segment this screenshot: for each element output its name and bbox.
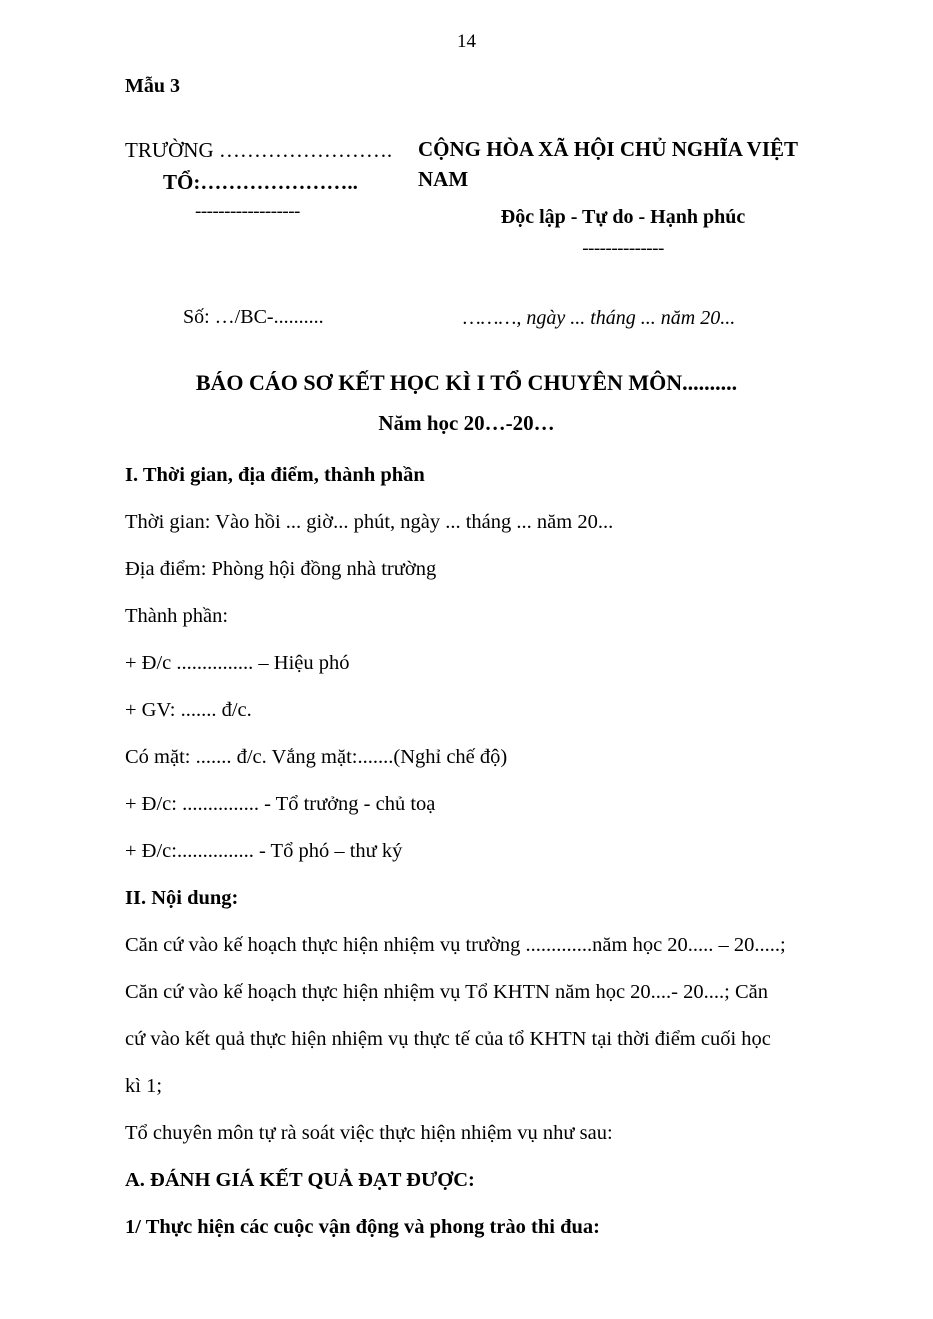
section-2-heading: II. Nội dung: xyxy=(125,887,239,909)
header-left-block xyxy=(125,135,455,221)
document-title: BÁO CÁO SƠ KẾT HỌC KÌ I TỔ CHUYÊN MÔN.......... xyxy=(195,370,738,395)
page-number: 14 xyxy=(457,31,476,52)
number-date-row xyxy=(0,305,933,337)
section-2-paragraph-line: cứ vào kết quả thực hiện nhiệm vụ thực tế của tổ KHTN tại thời điểm cuối học xyxy=(125,1028,771,1050)
document-number: Số: …/BC-.......... xyxy=(183,306,324,328)
left-divider: ------------------ xyxy=(195,201,300,222)
closing-line: Tổ chuyên môn tự rà soát việc thực hiện nhiệm vụ như sau: xyxy=(125,1122,613,1144)
section-1-heading: I. Thời gian, địa điểm, thành phần xyxy=(125,464,425,486)
section-1-line: Thành phần: xyxy=(125,605,229,627)
section-1-line: + GV: ....... đ/c. xyxy=(125,699,252,721)
section-1-line: Địa điểm: Phòng hội đồng nhà trường xyxy=(125,558,437,580)
school-name-line: TRƯỜNG ……………………. xyxy=(125,138,393,162)
header-right-block xyxy=(418,135,828,258)
section-2-paragraph-line: Căn cứ vào kế hoạch thực hiện nhiệm vụ Tổ KHTN năm học 20....- 20....; Căn xyxy=(125,981,768,1003)
document-body xyxy=(125,452,815,1251)
national-motto-line: Độc lập - Tự do - Hạnh phúc xyxy=(500,205,746,228)
section-a-heading: A. ĐÁNH GIÁ KẾT QUẢ ĐẠT ĐƯỢC: xyxy=(125,1169,475,1191)
section-1-line: + Đ/c: ............... - Tổ trưởng - chủ toạ xyxy=(125,793,436,815)
section-a-item-1: 1/ Thực hiện các cuộc vận động và phong trào thi đua: xyxy=(125,1216,600,1238)
national-title-line: CỘNG HÒA XÃ HỘI CHỦ NGHĨA VIỆT NAM xyxy=(418,137,798,191)
document-header xyxy=(0,135,933,280)
document-subtitle: Năm học 20…-20… xyxy=(378,411,555,435)
team-name-line: TỔ:………………….. xyxy=(163,169,358,194)
section-1-line: Có mặt: ....... đ/c. Vắng mặt:.......(Nghỉ chế độ) xyxy=(125,746,508,768)
section-2-paragraph-line: kì 1; xyxy=(125,1075,163,1097)
section-2-paragraph-line: Căn cứ vào kế hoạch thực hiện nhiệm vụ trường .............năm học 20..... – 20.....; xyxy=(125,934,786,956)
section-1-line: + Đ/c:............... - Tổ phó – thư ký xyxy=(125,840,403,862)
right-divider: -------------- xyxy=(582,237,664,259)
section-1-line: Thời gian: Vào hồi ... giờ... phút, ngày ... tháng ... năm 20... xyxy=(125,511,614,533)
section-1-line: + Đ/c ............... – Hiệu phó xyxy=(125,652,350,674)
form-code-label: Mẫu 3 xyxy=(125,75,180,97)
document-date: ………, ngày ... tháng ... năm 20... xyxy=(463,307,736,329)
